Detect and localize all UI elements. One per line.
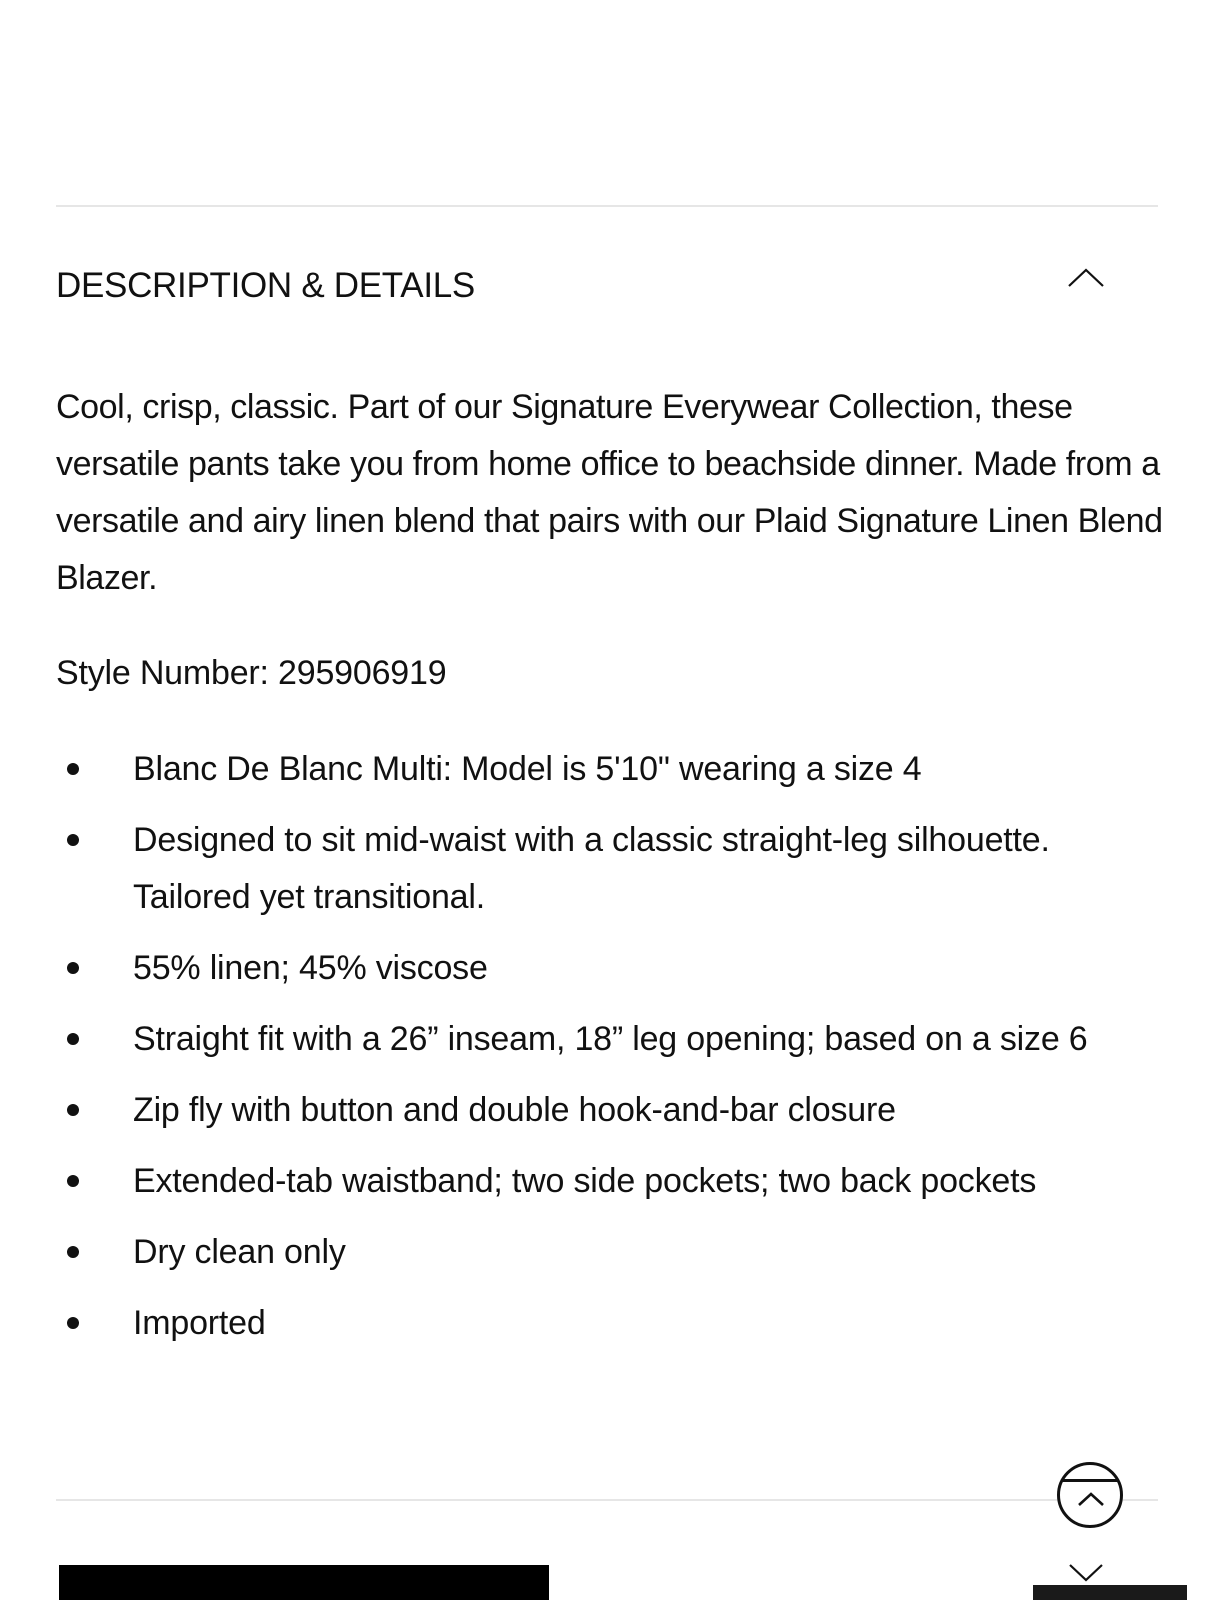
scroll-top-ring-line: [1062, 1479, 1118, 1482]
bullet-icon: [67, 763, 79, 775]
detail-text: 55% linen; 45% viscose: [133, 949, 488, 987]
detail-item: [56, 1011, 1166, 1068]
detail-item: [56, 812, 1166, 926]
style-number: Style Number: 295906919: [56, 654, 447, 692]
next-section-header-bar[interactable]: [59, 1565, 549, 1600]
detail-text: Extended-tab waistband; two side pockets; two back pockets: [133, 1162, 1037, 1200]
product-description: Cool, crisp, classic. Part of our Signature Everywear Collection, these versatile pants take you from home office to beachside dinner. Made from a versatile and airy linen blend that pairs with our Plaid Signature Linen Blend Blazer.: [56, 388, 1163, 597]
bottom-action-bar[interactable]: [1033, 1585, 1187, 1600]
detail-item: [56, 1295, 1166, 1352]
detail-text: Imported: [133, 1304, 266, 1342]
bullet-icon: [67, 834, 79, 846]
section-divider-bottom: [56, 1499, 1158, 1501]
detail-text: Designed to sit mid-waist with a classic straight-leg silhouette. Tailored yet transitional.: [133, 821, 1050, 916]
bullet-icon: [67, 1175, 79, 1187]
chevron-up-icon: [1077, 1491, 1105, 1507]
scroll-to-top-button[interactable]: [1057, 1462, 1123, 1528]
bullet-icon: [67, 1317, 79, 1329]
bullet-icon: [67, 962, 79, 974]
detail-item: [56, 1153, 1166, 1210]
detail-text: Dry clean only: [133, 1233, 346, 1271]
detail-text: Straight fit with a 26” inseam, 18” leg opening; based on a size 6: [133, 1020, 1088, 1058]
bullet-icon: [67, 1033, 79, 1045]
chevron-down-icon[interactable]: [1068, 1562, 1104, 1584]
bullet-icon: [67, 1246, 79, 1258]
detail-item: [56, 1224, 1166, 1281]
section-title: DESCRIPTION & DETAILS: [56, 266, 475, 305]
bullet-icon: [67, 1104, 79, 1116]
detail-text: Zip fly with button and double hook-and-bar closure: [133, 1091, 896, 1129]
section-divider-top: [56, 205, 1158, 207]
chevron-up-icon[interactable]: [1066, 264, 1106, 292]
description-details-accordion-header[interactable]: [56, 262, 1158, 312]
details-list: [56, 741, 1166, 1366]
detail-item: [56, 940, 1166, 997]
detail-item: [56, 741, 1166, 798]
detail-item: [56, 1082, 1166, 1139]
detail-text: Blanc De Blanc Multi: Model is 5'10" wearing a size 4: [133, 750, 922, 788]
